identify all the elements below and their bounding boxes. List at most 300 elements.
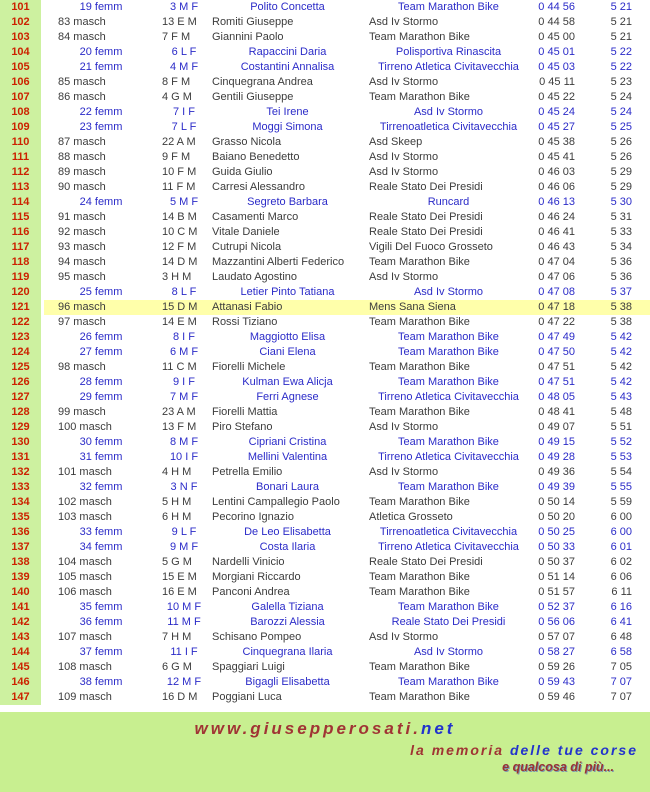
team-cell: Team Marathon Bike [398, 436, 499, 448]
category-cell: 5 M F [169, 196, 199, 208]
name-cell: Baiano Benedetto [212, 151, 300, 163]
position-cell: 111 [0, 150, 44, 165]
position-cell: 102 [0, 15, 44, 30]
team-cell: Tirreno Atletica Civitavecchia [378, 391, 519, 403]
time-cell: 0 52 37 [538, 601, 575, 613]
time-cell: 0 47 06 [538, 271, 575, 283]
time-cell: 0 51 57 [538, 586, 575, 598]
footer-tagline [0, 742, 650, 758]
name-cell: Moggi Simona [252, 121, 323, 133]
time-cell: 0 47 50 [538, 346, 575, 358]
gender-position-cell: 106 masch [58, 586, 112, 598]
table-row [0, 15, 650, 30]
time-cell: 0 50 25 [538, 526, 575, 538]
table-row [0, 0, 650, 15]
team-cell: Reale Stato Dei Presidi [369, 226, 483, 238]
position-cell: 140 [0, 585, 44, 600]
table-row [0, 420, 650, 435]
category-cell: 6 H M [162, 511, 192, 523]
pace-cell: 7 07 [610, 676, 632, 688]
table-row [0, 435, 650, 450]
time-cell: 0 47 22 [538, 316, 575, 328]
gender-position-cell: 103 masch [58, 511, 112, 523]
team-cell: Team Marathon Bike [369, 406, 470, 418]
table-row [0, 255, 650, 270]
team-cell: Tirreno Atletica Civitavecchia [378, 451, 519, 463]
gender-position-cell: 20 femm [79, 46, 123, 58]
table-row [0, 165, 650, 180]
table-row [0, 585, 650, 600]
gender-position-cell: 21 femm [79, 61, 123, 73]
table-row [0, 300, 650, 315]
table-row [0, 45, 650, 60]
table-row [0, 510, 650, 525]
name-cell: Schisano Pompeo [212, 631, 302, 643]
team-cell: Team Marathon Bike [369, 571, 470, 583]
pace-cell: 5 43 [610, 391, 632, 403]
position-cell: 142 [0, 615, 44, 630]
table-row [0, 555, 650, 570]
name-cell: Poggiani Luca [212, 691, 282, 703]
pace-cell: 5 38 [610, 316, 632, 328]
position-cell: 121 [0, 300, 44, 315]
time-cell: 0 47 18 [532, 300, 575, 315]
position-cell: 141 [0, 600, 44, 615]
time-cell: 0 45 27 [538, 121, 575, 133]
position-cell: 106 [0, 75, 44, 90]
name-cell: Nardelli Vinicio [212, 556, 285, 568]
time-cell: 0 59 26 [538, 661, 575, 673]
time-cell: 0 46 43 [538, 241, 575, 253]
name-cell: Cutrupi Nicola [212, 241, 282, 253]
name-cell: Cinquegrana Ilaria [242, 646, 333, 658]
category-cell: 22 A M [162, 136, 196, 148]
time-cell: 0 45 03 [538, 61, 575, 73]
category-cell: 11 I F [170, 646, 198, 658]
time-cell: 0 46 24 [538, 211, 575, 223]
category-cell: 12 F M [162, 241, 197, 253]
table-row [0, 675, 650, 690]
position-cell: 105 [0, 60, 44, 75]
gender-position-cell: 83 masch [58, 16, 106, 28]
category-cell: 8 L F [171, 286, 197, 298]
pace-cell: 5 42 [610, 361, 632, 373]
category-cell: 4 H M [162, 466, 192, 478]
gender-position-cell: 88 masch [58, 151, 106, 163]
pace-cell: 5 37 [610, 286, 632, 298]
pace-cell: 6 41 [610, 616, 632, 628]
position-cell: 108 [0, 105, 44, 120]
name-cell: Segreto Barbara [247, 196, 328, 208]
gender-position-cell: 89 masch [58, 166, 106, 178]
table-row [0, 465, 650, 480]
pace-cell: 7 07 [610, 691, 632, 703]
position-cell: 146 [0, 675, 44, 690]
pace-cell: 6 00 [610, 511, 632, 523]
name-cell: Costantini Annalisa [240, 61, 335, 73]
name-cell: Morgiani Riccardo [212, 571, 301, 583]
team-cell: Team Marathon Bike [369, 91, 470, 103]
pace-cell: 5 30 [610, 196, 632, 208]
category-cell: 7 L F [171, 121, 197, 133]
time-cell: 0 44 56 [538, 1, 575, 13]
gender-position-cell: 94 masch [58, 256, 106, 268]
tagline-red-part: la memoria [410, 742, 510, 758]
team-cell: Asd Iv Stormo [413, 106, 484, 118]
time-cell: 0 49 39 [538, 481, 575, 493]
team-cell: Team Marathon Bike [398, 676, 499, 688]
category-cell: 13 E M [162, 16, 197, 28]
name-cell: Polito Concetta [250, 1, 325, 13]
pace-cell: 5 55 [610, 481, 632, 493]
category-cell: 5 G M [162, 556, 192, 568]
category-cell: 9 F M [162, 151, 191, 163]
pace-cell: 5 29 [610, 166, 632, 178]
gender-position-cell: 102 masch [58, 496, 112, 508]
time-cell: 0 47 04 [538, 256, 575, 268]
time-cell: 0 48 05 [538, 391, 575, 403]
position-cell: 139 [0, 570, 44, 585]
team-cell: Team Marathon Bike [369, 31, 470, 43]
gender-position-cell: 28 femm [79, 376, 123, 388]
name-cell: Tei Irene [266, 106, 309, 118]
name-cell: Guida Giulio [212, 166, 273, 178]
gender-position-cell: 97 masch [58, 316, 106, 328]
name-cell: Pecorino Ignazio [212, 511, 294, 523]
gender-position-cell: 38 femm [79, 676, 123, 688]
pace-cell: 5 42 [610, 331, 632, 343]
pace-cell: 5 22 [610, 61, 632, 73]
table-row [0, 345, 650, 360]
time-cell: 0 59 43 [538, 676, 575, 688]
time-cell: 0 59 46 [538, 691, 575, 703]
category-cell: 15 E M [162, 571, 197, 583]
category-cell: 8 F M [162, 76, 191, 88]
position-cell: 130 [0, 435, 44, 450]
team-cell: Tirrenoatletica Civitavecchia [379, 121, 518, 133]
table-row [0, 480, 650, 495]
category-cell: 10 M F [166, 601, 202, 613]
pace-cell: 5 51 [610, 421, 632, 433]
table-row [0, 360, 650, 375]
team-cell: Asd Iv Stormo [413, 286, 484, 298]
position-cell: 117 [0, 240, 44, 255]
pace-cell: 6 02 [610, 556, 632, 568]
category-cell: 14 D M [162, 256, 198, 268]
category-cell: 5 H M [162, 496, 192, 508]
team-cell: Team Marathon Bike [398, 481, 499, 493]
pace-cell: 5 36 [610, 271, 632, 283]
pace-cell: 5 21 [610, 1, 632, 13]
team-cell: Team Marathon Bike [398, 331, 499, 343]
table-row [0, 75, 650, 90]
table-row [0, 240, 650, 255]
name-cell: Costa Ilaria [259, 541, 316, 553]
position-cell: 133 [0, 480, 44, 495]
gender-position-cell: 96 masch [44, 300, 158, 315]
category-cell: 11 F M [162, 181, 196, 193]
category-cell: 14 E M [162, 316, 197, 328]
gender-position-cell: 19 femm [79, 1, 123, 13]
pace-cell: 5 21 [610, 16, 632, 28]
name-cell: Grasso Nicola [212, 136, 282, 148]
pace-cell: 5 38 [575, 300, 650, 315]
category-cell: 16 D M [162, 691, 198, 703]
category-cell: 14 B M [162, 211, 197, 223]
category-cell: 16 E M [162, 586, 197, 598]
category-cell: 9 I F [172, 376, 195, 388]
gender-position-cell: 98 masch [58, 361, 106, 373]
position-cell: 129 [0, 420, 44, 435]
category-cell: 11 M F [167, 616, 201, 628]
tagline-blue-part: delle tue corse [509, 742, 638, 758]
position-cell: 126 [0, 375, 44, 390]
time-cell: 0 45 22 [538, 91, 575, 103]
pace-cell: 5 33 [610, 226, 632, 238]
table-row [0, 210, 650, 225]
gender-position-cell: 33 femm [79, 526, 123, 538]
time-cell: 0 47 51 [538, 361, 575, 373]
name-cell: Vitale Daniele [212, 226, 280, 238]
table-row [0, 30, 650, 45]
table-row [0, 450, 650, 465]
pace-cell: 5 21 [610, 31, 632, 43]
pace-cell: 6 00 [610, 526, 632, 538]
name-cell: Cipriani Cristina [248, 436, 327, 448]
position-cell: 116 [0, 225, 44, 240]
table-row [0, 615, 650, 630]
category-cell: 11 C M [162, 361, 197, 373]
site-url[interactable] [0, 712, 650, 739]
category-cell: 6 G M [162, 661, 192, 673]
pace-cell: 5 59 [610, 496, 632, 508]
table-row [0, 60, 650, 75]
gender-position-cell: 101 masch [58, 466, 112, 478]
category-cell: 8 I F [172, 331, 195, 343]
gender-position-cell: 100 masch [58, 421, 112, 433]
category-cell: 9 L F [171, 526, 197, 538]
position-cell: 101 [0, 0, 44, 15]
category-cell: 10 C M [162, 226, 198, 238]
pace-cell: 5 53 [610, 451, 632, 463]
time-cell: 0 48 41 [538, 406, 575, 418]
position-cell: 135 [0, 510, 44, 525]
position-cell: 144 [0, 645, 44, 660]
time-cell: 0 49 15 [538, 436, 575, 448]
team-cell: Asd Iv Stormo [413, 646, 484, 658]
position-cell: 136 [0, 525, 44, 540]
category-cell: 4 M F [169, 61, 199, 73]
team-cell: Asd Iv Stormo [369, 271, 439, 283]
position-cell: 110 [0, 135, 44, 150]
gender-position-cell: 31 femm [79, 451, 123, 463]
gender-position-cell: 25 femm [79, 286, 123, 298]
position-cell: 145 [0, 660, 44, 675]
position-cell: 109 [0, 120, 44, 135]
gender-position-cell: 34 femm [79, 541, 123, 553]
table-row [0, 630, 650, 645]
table-row [0, 105, 650, 120]
team-cell: Team Marathon Bike [369, 496, 470, 508]
team-cell: Tirreno Atletica Civitavecchia [378, 61, 519, 73]
table-row [0, 525, 650, 540]
team-cell: Asd Iv Stormo [369, 151, 439, 163]
time-cell: 0 49 07 [538, 421, 575, 433]
name-cell: Ciani Elena [259, 346, 316, 358]
name-cell: Fiorelli Michele [212, 361, 286, 373]
pace-cell: 6 48 [610, 631, 632, 643]
gender-position-cell: 86 masch [58, 91, 106, 103]
name-cell: Petrella Emilio [212, 466, 283, 478]
name-cell: Piro Stefano [212, 421, 273, 433]
name-cell: Mazzantini Alberti Federico [212, 256, 345, 268]
time-cell: 0 49 36 [538, 466, 575, 478]
time-cell: 0 56 06 [538, 616, 575, 628]
name-cell: Spaggiari Luigi [212, 661, 285, 673]
time-cell: 0 50 33 [538, 541, 575, 553]
name-cell: Laudato Agostino [212, 271, 298, 283]
time-cell: 0 46 03 [538, 166, 575, 178]
gender-position-cell: 24 femm [79, 196, 123, 208]
name-cell: Barozzi Alessia [250, 616, 325, 628]
pace-cell: 6 16 [610, 601, 632, 613]
name-cell: Carresi Alessandro [212, 181, 305, 193]
table-row [0, 315, 650, 330]
table-row [0, 285, 650, 300]
category-cell: 8 M F [169, 436, 199, 448]
name-cell: Maggiotto Elisa [249, 331, 326, 343]
team-cell: Mens Sana Siena [365, 300, 532, 315]
pace-cell: 5 54 [610, 466, 632, 478]
pace-cell: 5 22 [610, 46, 632, 58]
table-row [0, 150, 650, 165]
name-cell: Lentini Campallegio Paolo [212, 496, 340, 508]
position-cell: 104 [0, 45, 44, 60]
pace-cell: 5 36 [610, 256, 632, 268]
category-cell: 12 M F [166, 676, 202, 688]
position-cell: 119 [0, 270, 44, 285]
gender-position-cell: 37 femm [79, 646, 123, 658]
position-cell: 107 [0, 90, 44, 105]
gender-position-cell: 27 femm [79, 346, 123, 358]
table-row [0, 90, 650, 105]
pace-cell: 5 25 [610, 121, 632, 133]
gender-position-cell: 105 masch [58, 571, 112, 583]
team-cell: Asd Iv Stormo [369, 16, 439, 28]
pace-cell: 5 48 [610, 406, 632, 418]
time-cell: 0 45 01 [538, 46, 575, 58]
table-row [0, 390, 650, 405]
gender-position-cell: 29 femm [79, 391, 123, 403]
table-row [0, 570, 650, 585]
category-cell: 7 H M [162, 631, 192, 643]
name-cell: Attanasi Fabio [210, 300, 365, 315]
pace-cell: 5 23 [610, 76, 632, 88]
gender-position-cell: 36 femm [79, 616, 123, 628]
table-row [0, 270, 650, 285]
name-cell: Ferri Agnese [256, 391, 319, 403]
pace-cell: 5 24 [610, 106, 632, 118]
time-cell: 0 45 41 [538, 151, 575, 163]
time-cell: 0 51 14 [538, 571, 575, 583]
team-cell: Team Marathon Bike [369, 256, 470, 268]
team-cell: Asd Skeep [369, 136, 423, 148]
time-cell: 0 45 38 [538, 136, 575, 148]
gender-position-cell: 35 femm [79, 601, 123, 613]
team-cell: Team Marathon Bike [398, 1, 499, 13]
time-cell: 0 46 06 [538, 181, 575, 193]
category-cell: 7 F M [162, 31, 191, 43]
team-cell: Team Marathon Bike [398, 601, 499, 613]
category-cell: 6 L F [171, 46, 197, 58]
category-cell: 10 F M [162, 166, 197, 178]
table-row [0, 540, 650, 555]
name-cell: Galella Tiziana [251, 601, 324, 613]
time-cell: 0 45 11 [539, 76, 575, 88]
position-cell: 138 [0, 555, 44, 570]
table-row [0, 495, 650, 510]
category-cell: 6 M F [169, 346, 199, 358]
pace-cell: 5 52 [610, 436, 632, 448]
gender-position-cell: 32 femm [79, 481, 123, 493]
table-row [0, 195, 650, 210]
category-cell: 7 I F [172, 106, 195, 118]
gender-position-cell: 107 masch [58, 631, 112, 643]
team-cell: Runcard [427, 196, 470, 208]
team-cell: Reale Stato Dei Presidi [391, 616, 506, 628]
team-cell: Team Marathon Bike [369, 661, 470, 673]
team-cell: Tirrenoatletica Civitavecchia [379, 526, 518, 538]
table-row [0, 600, 650, 615]
gender-position-cell: 95 masch [58, 271, 106, 283]
team-cell: Vigili Del Fuoco Grosseto [369, 241, 493, 253]
gender-position-cell: 22 femm [79, 106, 123, 118]
pace-cell: 5 42 [610, 346, 632, 358]
team-cell: Asd Iv Stormo [369, 466, 439, 478]
position-cell: 125 [0, 360, 44, 375]
table-row [0, 135, 650, 150]
time-cell: 0 45 24 [538, 106, 575, 118]
name-cell: Fiorelli Mattia [212, 406, 278, 418]
pace-cell: 5 42 [610, 376, 632, 388]
team-cell: Team Marathon Bike [369, 586, 470, 598]
time-cell: 0 45 00 [538, 31, 575, 43]
gender-position-cell: 26 femm [79, 331, 123, 343]
category-cell: 15 D M [158, 300, 210, 315]
position-cell: 118 [0, 255, 44, 270]
position-cell: 103 [0, 30, 44, 45]
time-cell: 0 47 51 [538, 376, 575, 388]
position-cell: 147 [0, 690, 44, 705]
name-cell: Giannini Paolo [212, 31, 284, 43]
gender-position-cell: 30 femm [79, 436, 123, 448]
name-cell: Casamenti Marco [212, 211, 299, 223]
name-cell: Bigagli Elisabetta [245, 676, 330, 688]
name-cell: Kulman Ewa Alicja [242, 376, 333, 388]
category-cell: 3 M F [169, 1, 199, 13]
pace-cell: 5 31 [610, 211, 632, 223]
name-cell: Romiti Giuseppe [212, 16, 294, 28]
position-cell: 143 [0, 630, 44, 645]
time-cell: 0 58 27 [538, 646, 575, 658]
position-cell: 114 [0, 195, 44, 210]
site-url-main: www.giusepperosati. [194, 719, 421, 738]
category-cell: 7 M F [169, 391, 199, 403]
position-cell: 132 [0, 465, 44, 480]
team-cell: Team Marathon Bike [398, 376, 499, 388]
team-cell: Reale Stato Dei Presidi [369, 211, 483, 223]
site-url-tld: net [420, 719, 456, 738]
